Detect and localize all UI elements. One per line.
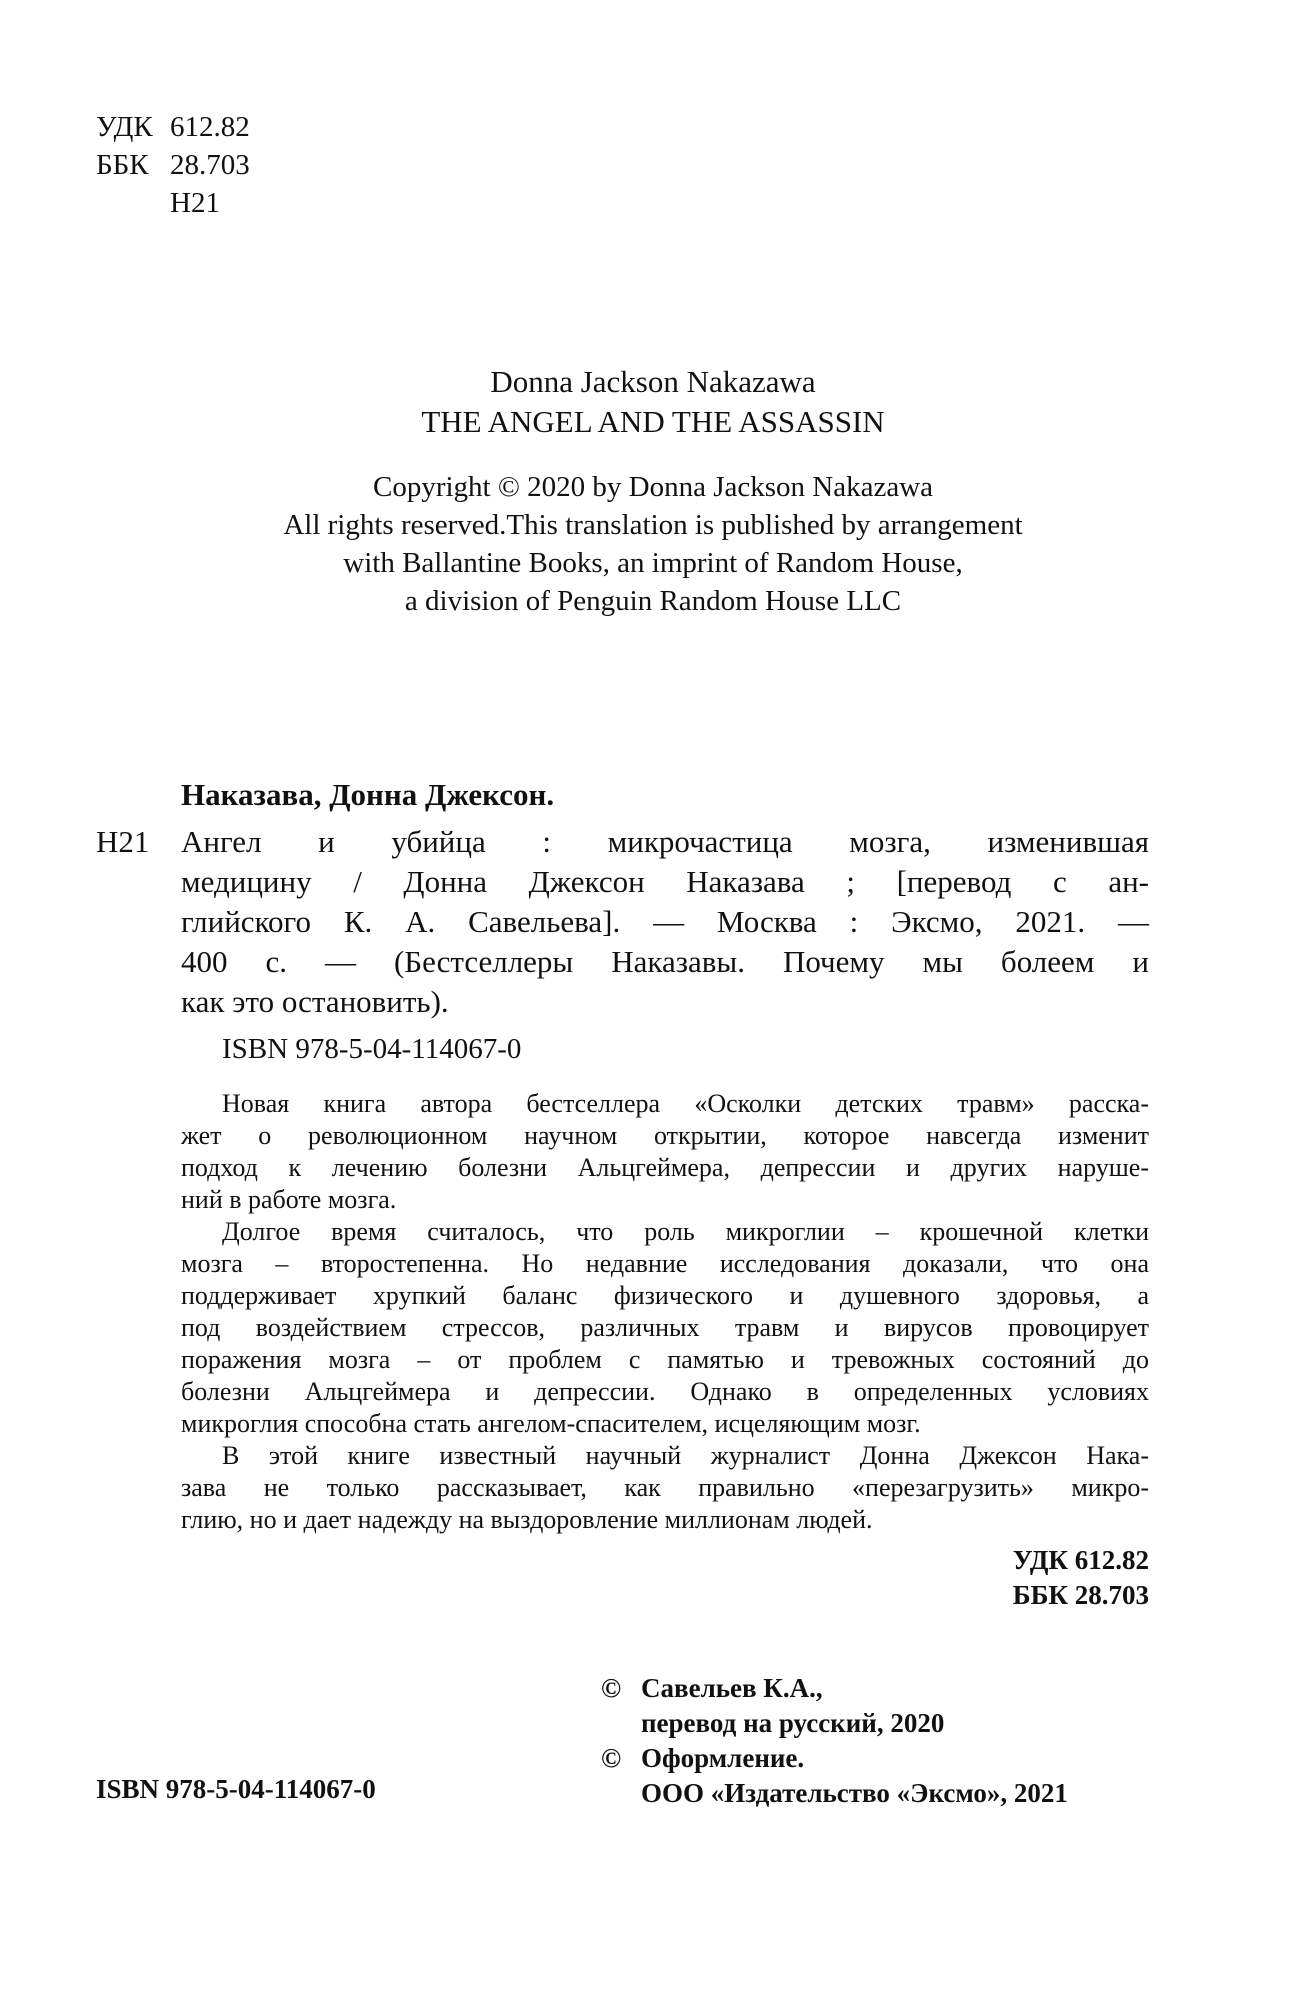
copyright-line: Copyright © 2020 by Donna Jackson Nakazawa <box>372 471 934 503</box>
description-line: медицину / Донна Джексон Наказава ; [перевод с ан- <box>181 864 1149 899</box>
description-line: глийского К. А. Савельева]. — Москва : Эксмо, 2021. — <box>181 904 1149 939</box>
original-title: THE ANGEL AND THE ASSASSIN <box>421 404 885 439</box>
annotation-line: жет о революционном научном открытии, которое навсегда изменит <box>181 1121 1149 1150</box>
translator-name: Савельев К.А., <box>641 1673 823 1703</box>
isbn-bibliographic: ISBN 978-5-04-114067-0 <box>222 1033 522 1065</box>
bibliographic-description <box>181 822 1149 1022</box>
rights-block <box>601 1671 1068 1811</box>
footer-classification-codes <box>0 1543 1149 1613</box>
bbk-value: 28.703 <box>170 149 250 181</box>
isbn-footer: ISBN 978-5-04-114067-0 <box>96 1774 376 1804</box>
author-mark-row <box>96 184 250 222</box>
bibliographic-author-heading: Наказава, Донна Джексон. <box>181 777 555 812</box>
annotation-line: микроглия способна стать ангелом-спасителем, исцеляющим мозг. <box>181 1409 921 1438</box>
annotation-line: мозга – второстепенна. Но недавние исследования доказали, что она <box>181 1249 1149 1278</box>
publisher-note: ООО «Издательство «Эксмо», 2021 <box>641 1778 1068 1808</box>
copyright-symbol: © <box>601 1673 622 1703</box>
annotation-line: Долгое время считалось, что роль микроглии – крошечной клетки <box>222 1217 1149 1246</box>
description-line: как это остановить). <box>181 984 449 1019</box>
classification-codes <box>96 108 250 222</box>
translator-note: перевод на русский, 2020 <box>641 1708 945 1738</box>
copyright-line: All rights reserved.This translation is published by arrangement <box>283 509 1023 541</box>
original-title-block <box>0 362 1306 442</box>
annotation-line: Новая книга автора бестселлера «Осколки детских травм» расска- <box>222 1089 1149 1118</box>
translator-copyright <box>601 1671 1068 1706</box>
design-label: Оформление. <box>641 1743 805 1773</box>
description-line: 400 с. — (Бестселлеры Наказавы. Почему мы болеем и <box>181 944 1149 979</box>
udk-value: 612.82 <box>170 111 250 143</box>
annotation-line: болезни Альцгеймера и депрессии. Однако в определенных условиях <box>181 1377 1149 1406</box>
udk-label: УДК <box>96 111 153 143</box>
description-line: Ангел и убийца : микрочастица мозга, изменившая <box>181 824 1149 859</box>
annotation-line: подход к лечению болезни Альцгеймера, депрессии и других наруше- <box>181 1153 1149 1182</box>
copyright-line: a division of Penguin Random House LLC <box>404 585 902 617</box>
author-mark: Н21 <box>170 187 220 219</box>
bbk-row <box>96 146 250 184</box>
design-copyright <box>601 1741 1068 1776</box>
footer-bbk: ББК 28.703 <box>1012 1580 1149 1610</box>
annotation-line: зава не только рассказывает, как правильно «перезагрузить» микро- <box>181 1473 1149 1502</box>
footer-udk: УДК 612.82 <box>1012 1545 1149 1575</box>
annotation-line: поддерживает хрупкий баланс физического и душевного здоровья, а <box>181 1281 1149 1310</box>
annotation <box>181 1088 1149 1536</box>
annotation-line: ний в работе мозга. <box>181 1185 397 1214</box>
annotation-line: под воздействием стрессов, различных травм и вирусов провоцирует <box>181 1313 1149 1342</box>
original-author: Donna Jackson Nakazawa <box>490 364 816 399</box>
udk-row <box>96 108 250 146</box>
bibliographic-author-mark: Н21 <box>96 824 150 859</box>
copyright-block <box>0 468 1306 620</box>
bbk-label: ББК <box>96 149 149 181</box>
copyright-line: with Ballantine Books, an imprint of Random House, <box>343 547 963 579</box>
annotation-line: поражения мозга – от проблем с памятью и тревожных состояний до <box>181 1345 1149 1374</box>
annotation-line: В этой книге известный научный журналист Донна Джексон Нака- <box>222 1441 1149 1470</box>
copyright-symbol: © <box>601 1743 622 1773</box>
annotation-line: глию, но и дает надежду на выздоровление миллионам людей. <box>181 1505 873 1534</box>
